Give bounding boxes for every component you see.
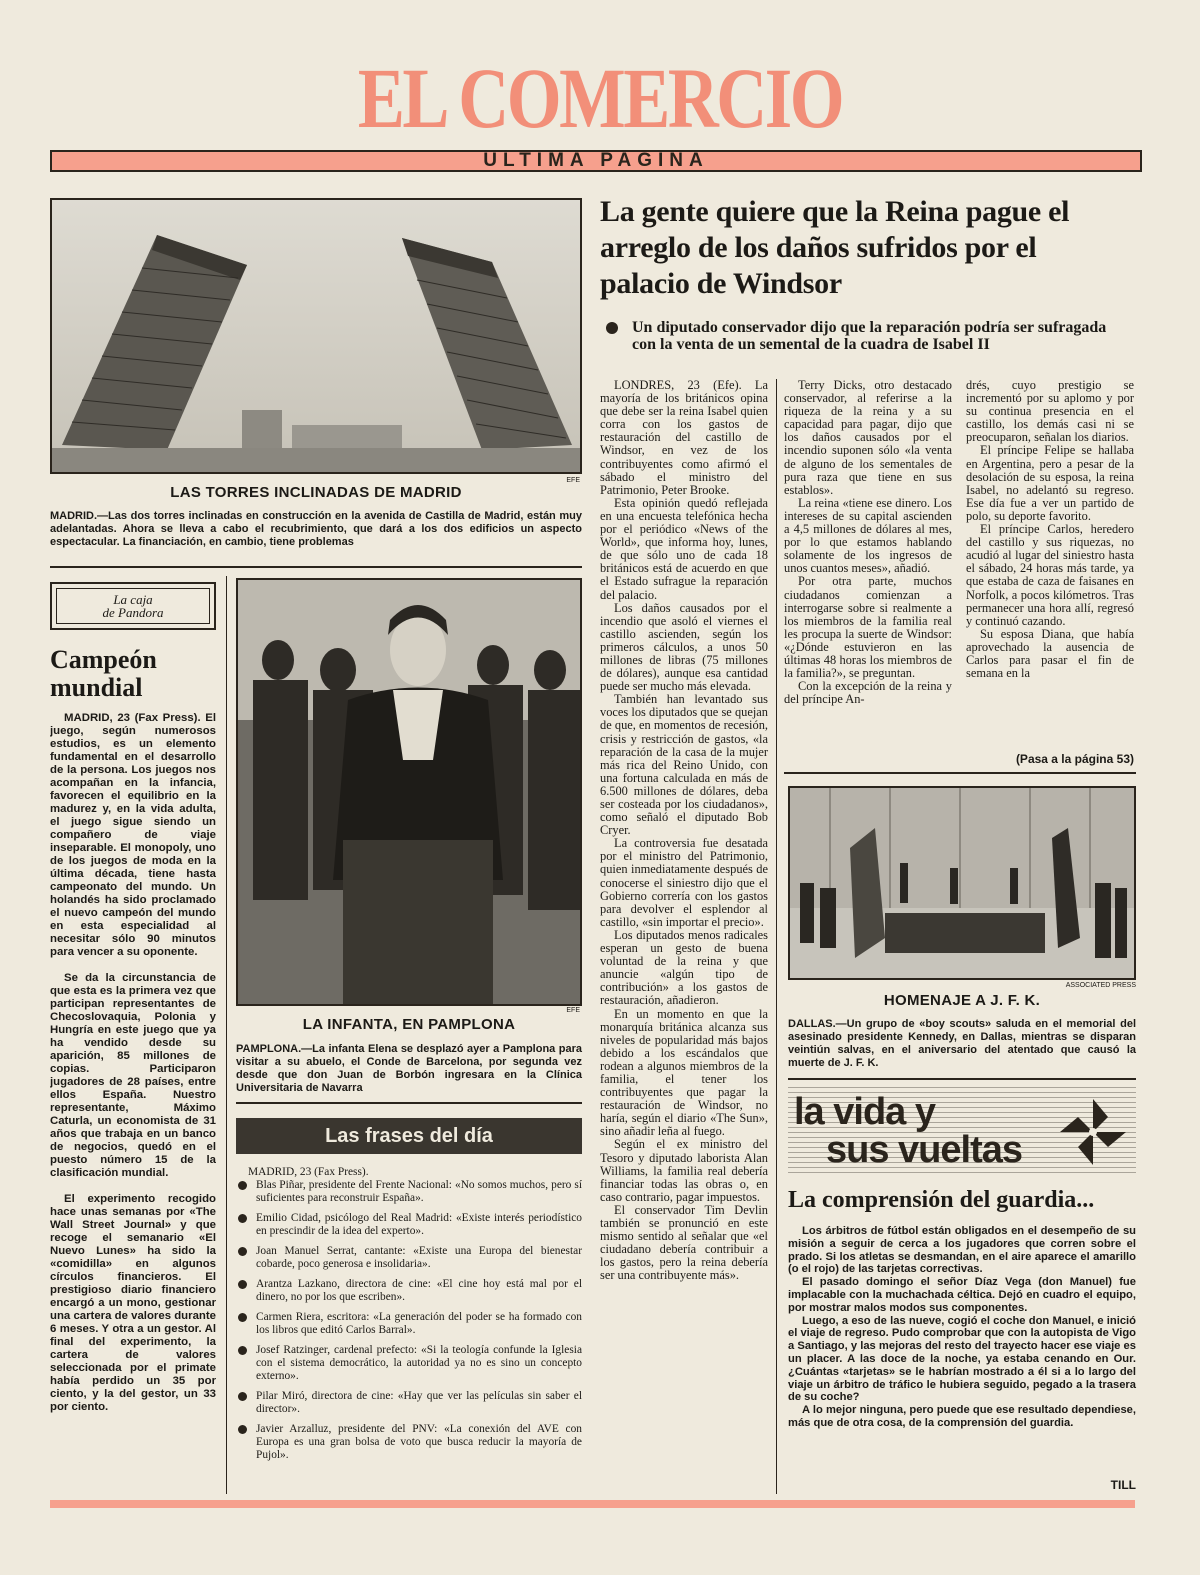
paragraph: Los diputados menos radicales esperan un gesto de buena voluntad de la reina y que anuncie «algún tipo de contribución» a los gastos de restauración, añadieron. bbox=[600, 927, 768, 1008]
quote-text: Josef Ratzinger, cardenal prefecto: «Si la teología confunde la Iglesia con el sistema democrático, la autoridad ya no es sino un concepto externo». bbox=[256, 1344, 582, 1382]
jfk-caption: DALLAS.—Un grupo de «boy scouts» saluda en el memorial del asesinado presidente Kennedy, en Dallas, mientras se disparan veintiún salvas, en el aniversario del atentado que causó la muerte de J. F. K. bbox=[788, 1018, 1136, 1069]
pandora-kicker bbox=[50, 582, 216, 630]
quote-item bbox=[236, 1390, 582, 1416]
paragraph: La controversia fue desatada por el ministro del Patrimonio, quien inmediatamente después de conocerse el siniestro dijo que el Gobierno correría con los gastos para devolver el esplendor al castillo, «sin importar el precio». bbox=[600, 836, 768, 929]
vida-body bbox=[788, 1225, 1136, 1430]
pinwheel-icon bbox=[1058, 1097, 1128, 1167]
bullet-icon bbox=[238, 1392, 247, 1401]
paragraph: LONDRES, 23 (Efe). La mayoría de los británicos opina que debe ser la reina Isabel quien corra con los gastos de restauración del castillo de Windsor, en vez de los contribuyentes como afirmó el sábado el ministro del Patrimonio, Peter Brooke. bbox=[600, 379, 768, 497]
pandora-headline: Campeón mundial bbox=[50, 645, 157, 702]
paragraph: Luego, a eso de las nueve, cogió el coche don Manuel, e inició el viaje de regreso. Pudo comprobar que con la autopista de Vigo a Santiago, y las mejoras del resto del trayecto hacer ese viaje es un placer. A las doce de la noche, ya estaba cenando en Our. ¿Cuántas «tarjetas» se le habrían mostrado a él si a lo largo del viaje un árbitro de tráfico le hubiera seguido, pegado a la trasera de su coche? bbox=[788, 1314, 1136, 1404]
column-rule bbox=[776, 379, 777, 1494]
divider bbox=[788, 1078, 1136, 1080]
quote-item bbox=[236, 1179, 582, 1205]
main-story-col2 bbox=[784, 379, 952, 769]
towers-illustration bbox=[52, 200, 580, 472]
infanta-photo-credit: EFE bbox=[566, 1007, 580, 1014]
paragraph: El pasado domingo el señor Díaz Vega (don Manuel) fue implacable con la muchachada céltica. Dejó en cuadro el equipo, por mostrar malos modos sus componentes. bbox=[788, 1276, 1136, 1314]
jfk-caption-title: HOMENAJE A J. F. K. bbox=[883, 992, 1041, 1009]
infanta-caption: PAMPLONA.—La infanta Elena se desplazó ayer a Pamplona para visitar a su abuelo, el Conde de Barcelona, por segunda vez desde que don Juan de Borbón ingresara en la Clínica Universitaria de Navarra bbox=[236, 1043, 582, 1094]
bullet-icon bbox=[238, 1214, 247, 1223]
pandora-kicker-line2: de Pandora bbox=[102, 605, 164, 620]
divider bbox=[50, 566, 582, 568]
section-bar: ULTIMA PAGINA bbox=[50, 150, 1142, 172]
column-rule bbox=[226, 576, 227, 1494]
paragraph: drés, cuyo prestigio se incrementó por su aplomo y por su continua presencia en el castillo, los demás casi ni se preocuparon, señalan los diarios. bbox=[966, 379, 1134, 445]
vida-logo bbox=[788, 1085, 1136, 1175]
quote-text: Pilar Miró, directora de cine: «Hay que ver las películas sin saber el director». bbox=[256, 1390, 582, 1415]
quote-item bbox=[236, 1245, 582, 1271]
quote-item bbox=[236, 1344, 582, 1383]
paragraph: Los árbitros de fútbol están obligados en el desempeño de su misión a seguir de cerca a los jugadores que corren sobre el prado. Si los atletas se desmandan, en el aire aparece el amarillo (o el rojo) de las tarjetas correctivas. bbox=[788, 1225, 1136, 1276]
paragraph: Se da la circunstancia de que esta es la primera vez que participan representantes de Checoslovaquia, Polonia y Hungría en este juego que ya ha vendido desde su aparición, 85 millones de copias. Participaron jugadores de 28 países, entre ellos España. Nuestro representante, Máximo Caturla, un economista de 31 años que trabaja en un banco de negocios, quedó en el puesto número 15 de la clasificación mundial. bbox=[50, 972, 216, 1179]
paragraph: Por otra parte, muchos ciudadanos comienzan a interrogarse sobre si realmente a los miembros de la familia real les procupa la suerte de Windsor: «¿Dónde estuvieron en las últimas 48 horas los miembros de la familia?», se preguntan. bbox=[784, 574, 952, 681]
vida-logo-line1: la vida y bbox=[794, 1091, 935, 1133]
paragraph: El príncipe Carlos, heredero del castillo y sus riquezas, no acudió al lugar del siniestro hasta el sábado, 24 horas más tarde, ya que estaba de caza de faisanes en Norfolk, a pocos kilómetros. Tras permanecer una hora allí, regresó y continuó cazando. bbox=[966, 522, 1134, 628]
quote-item bbox=[236, 1212, 582, 1238]
pandora-body bbox=[50, 712, 216, 1492]
vida-headline: La comprensión del guardia... bbox=[788, 1187, 1095, 1213]
divider bbox=[236, 1102, 582, 1104]
quote-text: Carmen Riera, escritora: «La generación del poder se ha formado con los libros que editó Carlos Barral». bbox=[256, 1311, 582, 1336]
bullet-icon bbox=[238, 1425, 247, 1434]
paragraph: Terry Dicks, otro destacado conservador, al referirse a la riqueza de la reina y a su capacidad para pagar, dijo que los daños causados por el incendio suponen sólo «la venta de alguno de los sementales de pura raza que tiene en sus establos». bbox=[784, 379, 952, 497]
infanta-caption-title: LA INFANTA, EN PAMPLONA bbox=[302, 1016, 516, 1033]
bullet-icon bbox=[238, 1181, 247, 1190]
towers-caption: MADRID.—Las dos torres inclinadas en construcción en la avenida de Castilla de Madrid, están muy adelantadas. Ahora se lleva a cabo el recubrimiento, que dará a los dos edificios un aspecto espectacular. La financiación, en cambio, tiene problemas bbox=[50, 510, 582, 548]
paragraph: Su esposa Diana, que había aprovechado la ausencia de Carlos para pasar el fin de semana en la bbox=[966, 626, 1134, 681]
quote-text: Joan Manuel Serrat, cantante: «Existe una Europa del bienestar cobarde, poco generosa e insolidaria». bbox=[256, 1245, 582, 1270]
frases-banner: Las frases del día bbox=[236, 1118, 582, 1154]
paragraph: El conservador Tim Devlin también se pronunció en este mismo sentido al señalar que «el ciudadano debería contribuir a los gastos, pero la reina debería ser una contribuyente más». bbox=[600, 1202, 768, 1283]
paragraph: En un momento en que la monarquía británica alcanza sus niveles de popularidad más bajos debido a los escándalos que rodean a algunos miembros de la familia, el tener los contribuyentes que pagar la restauración de Windsor, no haría, según el diario «The Sun», sino añadir leña al fuego. bbox=[600, 1006, 768, 1139]
jfk-illustration bbox=[790, 788, 1134, 978]
vida-signature: TILL bbox=[1110, 1478, 1136, 1492]
paragraph: Esta opinión quedó reflejada en una encuesta telefónica hecha por el periódico «News of the World», que informa hoy, lunes, de que sólo uno de cada 18 británicos está de acuerdo en que el Estado sufrague la reparación del palacio. bbox=[600, 495, 768, 602]
infanta-illustration bbox=[238, 580, 580, 1004]
jfk-photo-credit: ASSOCIATED PRESS bbox=[1065, 982, 1136, 989]
bullet-icon bbox=[606, 322, 618, 334]
paragraph: Los daños causados por el incendio que asoló el viernes el castillo ascienden, según los primeros cálculos, a unos 50 millones de libras (75 millones de dólares), aunque esa cantidad puede ser mucho más elevada. bbox=[600, 600, 768, 694]
towers-photo-credit: EFE bbox=[566, 477, 580, 484]
pandora-kicker-line1: La caja bbox=[113, 592, 153, 607]
paragraph: MADRID, 23 (Fax Press). El juego, según numerosos estudios, es un elemento fundamental en el desarrollo de la persona. Los juegos nos acompañan en la infancia, favorecen el equilibrio en la madurez y, en la vida adulta, el juego sigue siendo un compañero de viaje inseparable. El monopoly, uno de los juegos de moda en la última década, tiene hasta campeonato del mundo. Un holandés ha sido proclamado el nuevo campeón del mundo en esta especialidad al necesitar sólo 90 minutos para vencer a su oponente. bbox=[50, 712, 216, 958]
main-subhead bbox=[604, 319, 1132, 353]
bullet-icon bbox=[238, 1247, 247, 1256]
paragraph: A lo mejor ninguna, pero puede que ese resultado dependiese, más que de otra cosa, de la comprensión del guardia. bbox=[788, 1404, 1136, 1429]
towers-caption-title: LAS TORRES INCLINADAS DE MADRID bbox=[170, 484, 462, 501]
quote-item bbox=[236, 1423, 582, 1462]
jfk-photo bbox=[788, 786, 1136, 980]
bottom-bar bbox=[50, 1500, 1135, 1508]
paragraph: El príncipe Felipe se hallaba en Argentina, pero a pesar de la desolación de su esposa, la reina Isabel, no adelantó su regreso. Ese día fue a ver un partido de polo, su deporte favorito. bbox=[966, 443, 1134, 523]
paragraph: Según el ex ministro del Tesoro y diputado laborista Alan Williams, la familia real debería financiar todas las obras o, en caso contrario, pagar impuestos. bbox=[600, 1137, 768, 1204]
main-headline: La gente quiere que la Reina pague el arreglo de los daños sufridos por el palacio de Windsor bbox=[600, 195, 1070, 300]
bullet-icon bbox=[238, 1346, 247, 1355]
jump-line[interactable]: (Pasa a la página 53) bbox=[1015, 752, 1134, 766]
bullet-icon bbox=[238, 1313, 247, 1322]
vida-logo-line2: sus vueltas bbox=[826, 1129, 1022, 1171]
main-story-col3 bbox=[966, 379, 1134, 744]
towers-photo bbox=[50, 198, 582, 474]
masthead: EL COMERCIO bbox=[357, 50, 843, 146]
quote-item bbox=[236, 1278, 582, 1304]
frases-dateline: MADRID, 23 (Fax Press). bbox=[248, 1166, 369, 1178]
paragraph: El experimento recogido hace unas semanas por «The Wall Street Journal» y que recoge el semanario «El Nuevo Lunes» ha sido la «comidilla» en algunos círculos financieros. El prestigioso diario financiero encargó a un mono, gestionar una cartera de valores durante 6 meses. Y otra a un gestor. Al final del experimento, la cartera de valores seleccionada por el primate había perdido un 35 por ciento, y la del gestor, un 33 por ciento. bbox=[50, 1193, 216, 1413]
bullet-icon bbox=[238, 1280, 247, 1289]
frases-list bbox=[236, 1166, 582, 1469]
quote-item bbox=[236, 1311, 582, 1337]
quote-text: Javier Arzalluz, presidente del PNV: «La conexión del AVE con Europa es una gran bolsa de voto que busca reducir la mayoría de Pujol». bbox=[256, 1423, 582, 1461]
quote-text: Emilio Cidad, psicólogo del Real Madrid: «Existe interés periodístico en prescindir de la idea del experto». bbox=[256, 1212, 582, 1237]
paragraph: Con la excepción de la reina y del príncipe An- bbox=[784, 679, 952, 707]
paragraph: También han levantado sus voces los diputados que se quejan de que, en momentos de recesión, crisis y restricción de gastos, «la reparación de la casa de la mujer más rica del Reino Unido, con una fortuna calculada en más de 6.500 millones de dólares, deba ser costeada por los ciudadanos», como señaló el diputado Bob Cryer. bbox=[600, 692, 768, 838]
infanta-photo bbox=[236, 578, 582, 1006]
paragraph: La reina «tiene ese dinero. Los intereses de su capital ascienden a 4,5 millones de dólares al mes, por lo que estamos hablando solamente de los ingresos de unos cuantos meses», añadió. bbox=[784, 495, 952, 576]
divider bbox=[784, 772, 1136, 774]
main-subhead-text: Un diputado conservador dijo que la reparación podría ser sufragada con la venta de un semental de la cuadra de Isabel II bbox=[632, 319, 1107, 353]
main-story-col1 bbox=[600, 379, 768, 1494]
quote-text: Blas Piñar, presidente del Frente Nacional: «No somos muchos, pero sí suficientes para reconstruir España». bbox=[256, 1179, 582, 1204]
quote-text: Arantza Lazkano, directora de cine: «El cine hoy está mal por el dinero, no por los que escriben». bbox=[256, 1278, 582, 1303]
